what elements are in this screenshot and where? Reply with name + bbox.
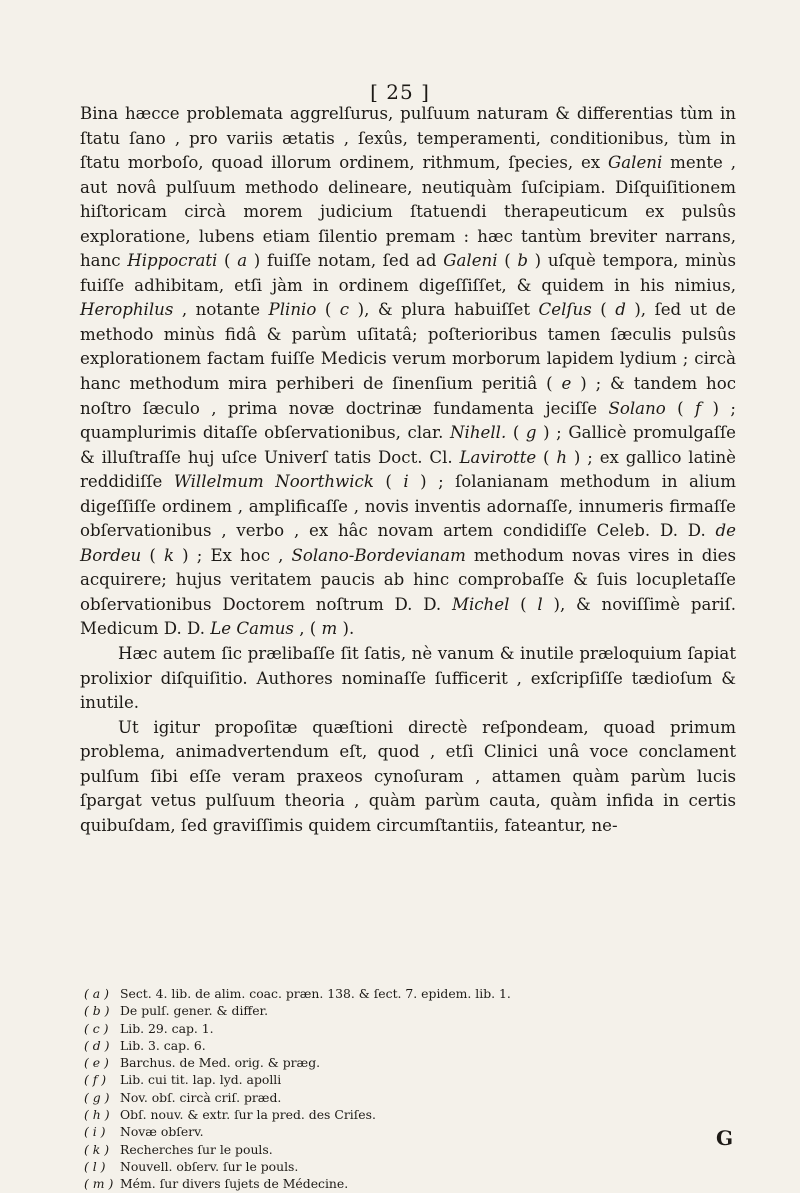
footnote-text: Nov. obſ. circà criſ. præd. bbox=[120, 1089, 282, 1105]
footnote bbox=[84, 1158, 704, 1175]
footnote-mark: ( k ) bbox=[84, 1141, 110, 1157]
footnote bbox=[84, 1141, 704, 1158]
footnote-mark: ( b ) bbox=[84, 1003, 110, 1019]
footnotes bbox=[84, 985, 704, 1193]
footnote-mark: ( d ) bbox=[84, 1037, 110, 1053]
footnote-mark: ( l ) bbox=[84, 1158, 106, 1174]
footnote-text: Recherches ſur le pouls. bbox=[120, 1141, 273, 1157]
footnote bbox=[84, 1002, 704, 1019]
footnote-mark: ( c ) bbox=[84, 1020, 109, 1036]
footnote bbox=[84, 1175, 704, 1192]
main-text bbox=[80, 102, 736, 838]
footnote-mark: ( e ) bbox=[84, 1055, 109, 1071]
footnote-mark: ( f ) bbox=[84, 1072, 107, 1088]
footnote bbox=[84, 1123, 704, 1140]
footnote-text: Lib. cui tit. lap. lyd. apolli bbox=[120, 1072, 282, 1088]
footnote-text: Sect. 4. lib. de alim. coac. præn. 138. & ſect. 7. epidem. lib. 1. bbox=[120, 986, 511, 1001]
footnote bbox=[84, 1020, 704, 1037]
footnote-mark: ( a ) bbox=[84, 986, 109, 1001]
footnote-text: Barchus. de Med. orig. & præg. bbox=[120, 1055, 321, 1071]
paragraph: Ut igitur propoſitæ quæſtioni directè reſpondeam, quoad primum problema, animadvertendum eſt, quod , etſi Clinici unâ voce conclament pulſum ſibi eſſe veram praxeos cynoſuram , attamen quàm parùm lucis ſpargat vetus pulſuum theoria , quàm parùm cauta, quàm infida in certis quibuſdam, ſed graviſſimis quidem circumſtantiis, fateantur, ne- bbox=[80, 717, 736, 835]
footnote bbox=[84, 1054, 704, 1071]
footnote-text: Nouvell. obſerv. ſur le pouls. bbox=[120, 1158, 299, 1174]
page-number: [ 25 ] bbox=[370, 80, 430, 104]
footnote-mark: ( m ) bbox=[84, 1176, 114, 1192]
footnote-text: Obſ. nouv. & extr. ſur la pred. des Criſes. bbox=[120, 1107, 376, 1123]
footnote-mark: ( i ) bbox=[84, 1124, 106, 1140]
paragraph: Bina hæcce problemata aggrelſurus, pulſuum naturam & differentias tùm in ſtatu ſano , pro variis ætatis , ſexûs, temperamenti, conditionibus, tùm in ſtatu morboſo, quoad illorum ordinem, rithmum, ſpecies, ex Galeni mente , aut novâ pulſuum methodo delineare, neutiquàm ſuſcipiam. Diſquiſitionem hiſtoricam circà morem judicium ſtatuendi therapeuticum ex pulsûs exploratione, lubens etiam ſilentio premam : hæc tantùm breviter narrans, hanc Hippocrati ( a ) fuiſſe notam, ſed ad Galeni ( b ) uſquè tempora, minùs fuiſſe adhibitam, etſi jàm in ordinem digeſſiſſet, & quidem in his nimius, Herophilus , notante Plinio ( c ), & plura habuiſſet Celſus ( d ), ſed ut de methodo minùs fidâ & parùm uſitatâ; poſterioribus tamen ſæculis pulsûs explorationem factam fuiſſe Medicis verum morborum lapidem lydium ; circà hanc methodum mira perhiberi de ſinenſium peritiâ ( e ) ; & tandem hoc noſtro ſæculo , prima novæ doctrinæ fundamenta jeciſſe Solano ( f ) ; quamplurimis ditaſſe obſervationibus, clar. Nihell. ( g ) ; Gallicè promulgaſſe & illuſtraſſe huj uſce Univerſ tatis Doct. Cl. Lavirotte ( h ) ; ex gallico latinè reddidiſſe Willelmum Noorthwick ( i ) ; ſolanianam methodum in alium digeſſiſſe ordinem , amplificaſſe , novis inventis adornaſſe, innumeris firmaſſe obſervationibus , verbo , ex hâc novam artem condidiſſe Celeb. D. D. de Bordeu ( k ) ; Ex hoc , Solano-Bordevianam methodum novas vires in dies acquirere; hujus veritatem paucis ab hinc comprobaſſe & ſuis locupletaſſe obſervationibus Doctorem noſtrum D. D. Michel ( l ), & noviſſimè pariſ. Medicum D. D. Le Camus , ( m ). bbox=[80, 104, 737, 639]
footnote bbox=[84, 1106, 704, 1123]
footnote bbox=[84, 985, 704, 1002]
footnote-text: Mém. ſur divers ſujets de Médecine. bbox=[120, 1176, 349, 1192]
footnote-mark: ( h ) bbox=[84, 1107, 110, 1123]
footnote bbox=[84, 1071, 704, 1088]
footnote-mark: ( g ) bbox=[84, 1089, 110, 1105]
footnote-text: Novæ obſerv. bbox=[120, 1124, 204, 1140]
paragraph: Hæc autem ſic prælibaſſe ſit ſatis, nè vanum & inutile præloquium ſapiat prolixior diſquiſitio. Authores nominaſſe ſufficerit , exſcripſiſſe tædioſum & inutile. bbox=[80, 644, 736, 713]
footnote-text: De pulſ. gener. & differ. bbox=[120, 1003, 269, 1019]
footnote bbox=[84, 1037, 704, 1054]
footnote-text: Lib. 29. cap. 1. bbox=[120, 1020, 214, 1036]
footnote-text: Lib. 3. cap. 6. bbox=[120, 1037, 206, 1053]
footnote bbox=[84, 1089, 704, 1106]
catchword: G bbox=[716, 1126, 734, 1150]
